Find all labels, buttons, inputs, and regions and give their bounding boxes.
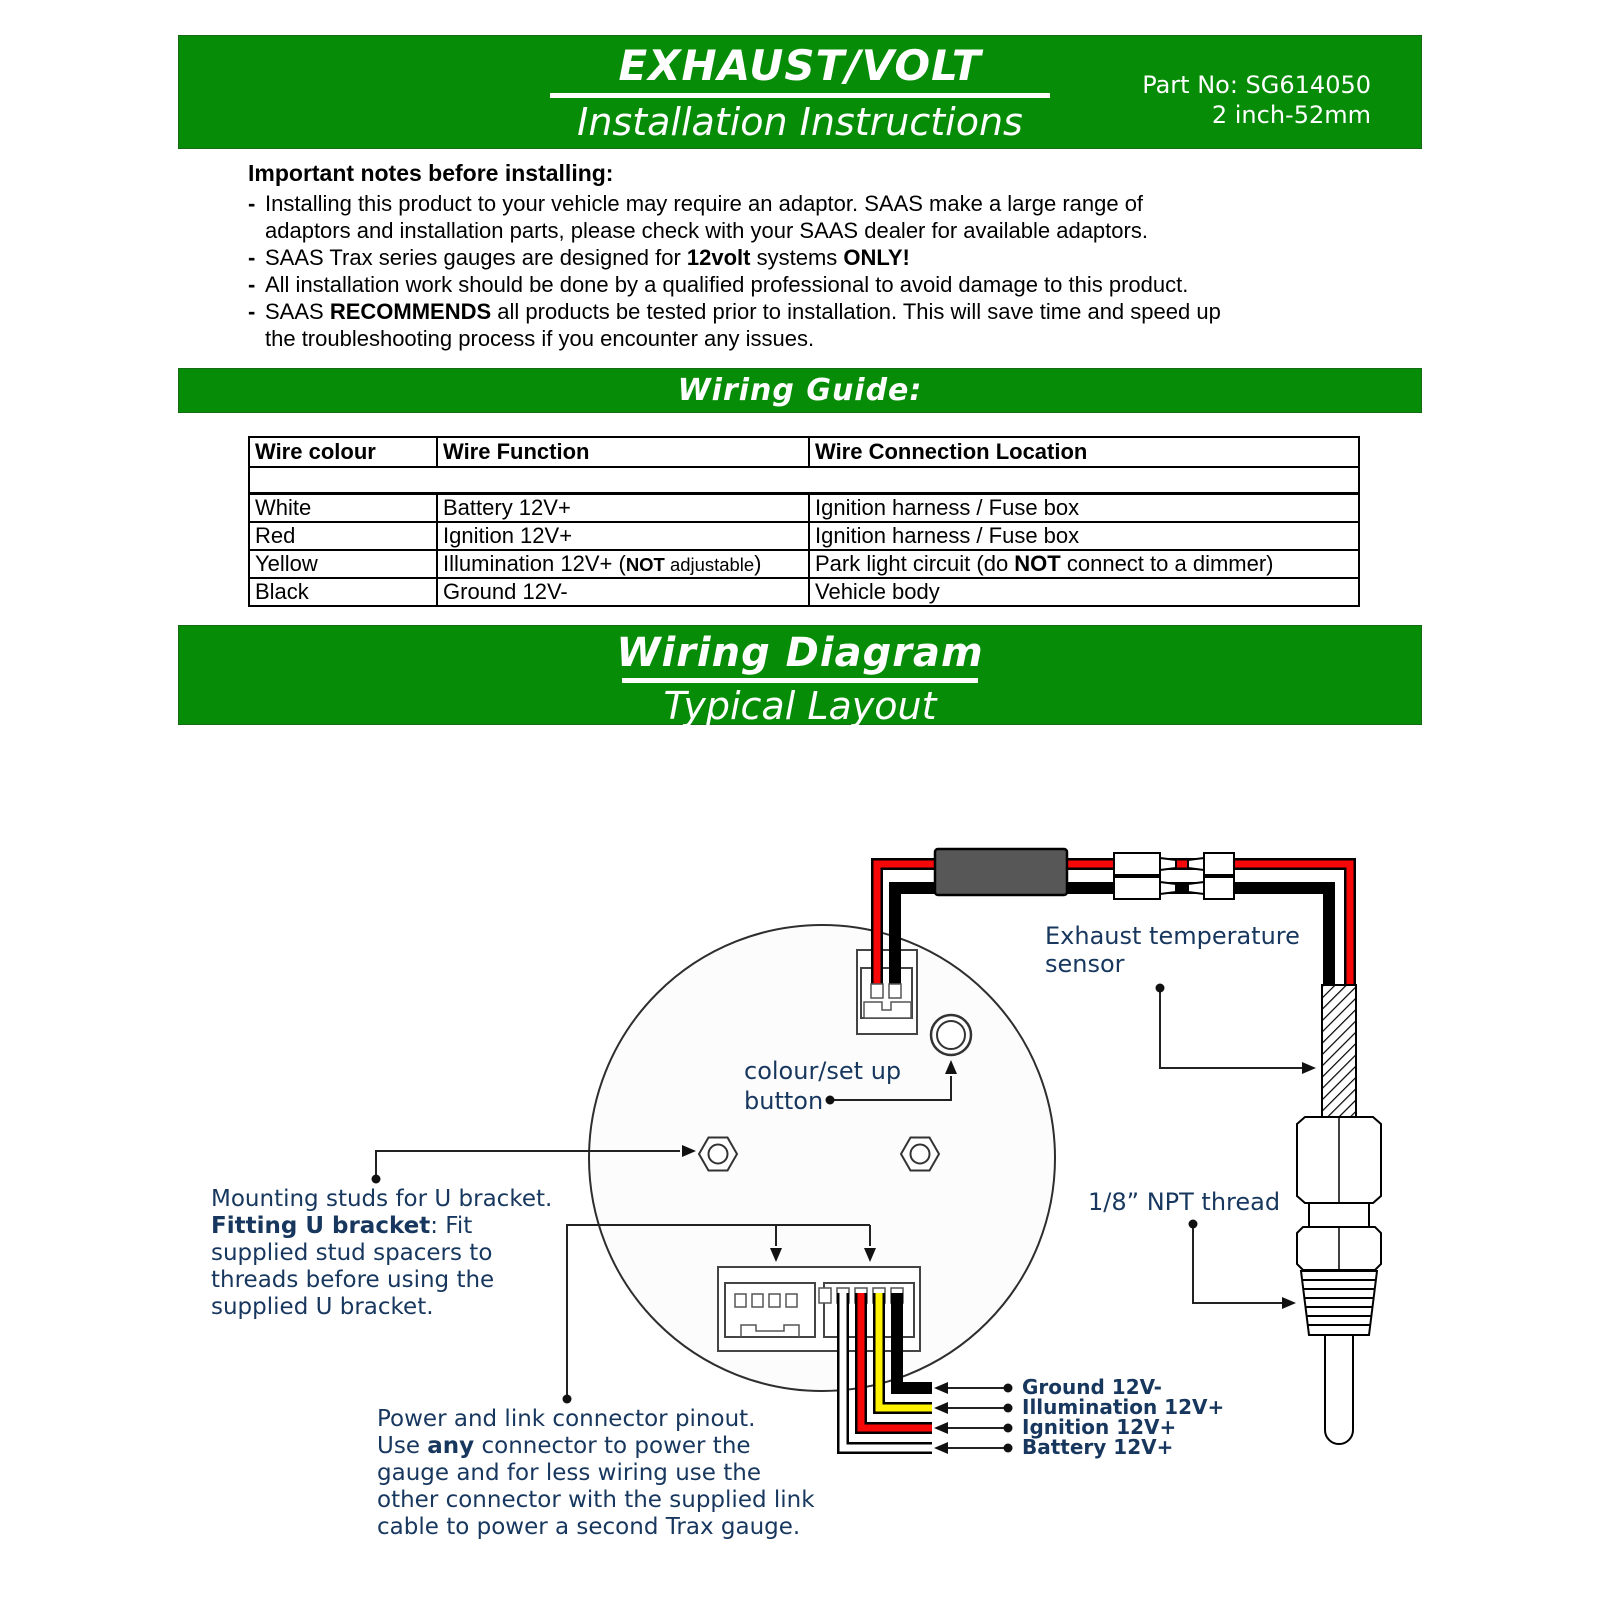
power-connector-note: Power and link connector pinout. Use any connector to power the gauge and for less wiring use the other connector with the supplied link cable to power a second Trax gauge. xyxy=(377,1406,815,1540)
inline-connector-sleeve xyxy=(935,849,1067,895)
sensor-sleeve xyxy=(1322,985,1356,1117)
wire-label-ground: Ground 12V- xyxy=(1022,1375,1162,1399)
npt-thread-label: 1/8” NPT thread xyxy=(1088,1188,1281,1216)
mounting-studs-note: Mounting studs for U bracket. Fitting U bracket: Fit supplied stud spacers to threads before using the supplied U bracket. xyxy=(211,1186,553,1320)
setup-button-icon xyxy=(931,1015,971,1055)
wiring-diagram-title: Wiring Diagram xyxy=(616,630,984,676)
table-row: Yellow Illumination 12V+ (NOT adjustable) Park light circuit (do NOT connect to a dimmer) xyxy=(249,550,1359,578)
wire-label-ignition: Ignition 12V+ xyxy=(1022,1415,1177,1439)
npt-threads xyxy=(1301,1271,1377,1335)
col-header-wire-function: Wire Function xyxy=(437,437,809,467)
col-header-wire-connection: Wire Connection Location xyxy=(809,437,1359,467)
wiring-diagram-subtitle: Typical Layout xyxy=(663,684,937,728)
wire-label-battery: Battery 12V+ xyxy=(1022,1435,1174,1459)
note-item: - SAAS Trax series gauges are designed for 12volt systems ONLY! xyxy=(248,245,910,270)
wiring-guide-title: Wiring Guide: xyxy=(677,373,923,408)
wire-label-illumination: Illumination 12V+ xyxy=(1022,1395,1225,1419)
mounting-stud-left xyxy=(699,1138,737,1171)
table-row: Red Ignition 12V+ Ignition harness / Fuse box xyxy=(249,522,1359,550)
leader-exhaust-sensor xyxy=(1160,988,1302,1068)
connector-housing xyxy=(718,1267,920,1351)
exhaust-sensor-label: Exhaust temperature sensor xyxy=(1045,922,1300,978)
sensor-fitting-neck xyxy=(1309,1203,1369,1229)
gauge-size: 2 inch-52mm xyxy=(1211,101,1371,129)
spade-terminals xyxy=(1114,853,1234,899)
note-item: - All installation work should be done by a qualified professional to avoid damage to this product. xyxy=(248,272,1189,297)
page-subtitle: Installation Instructions xyxy=(577,100,1023,144)
mounting-stud-right xyxy=(901,1138,939,1171)
table-row: Black Ground 12V- Vehicle body xyxy=(249,578,1359,606)
sensor-probe xyxy=(1325,1335,1353,1444)
exhaust-temp-sensor xyxy=(1297,985,1381,1444)
col-header-wire-colour: Wire colour xyxy=(249,437,437,467)
setup-button-label: colour/set up button xyxy=(744,1057,902,1115)
table-row: White Battery 12V+ Ignition harness / Fuse box xyxy=(249,494,1359,523)
note-item: - SAAS RECOMMENDS all products be tested prior to installation. This will save time and speed up the troubleshooting process if you encounter any issues. xyxy=(248,299,1221,351)
notes-heading: Important notes before installing: xyxy=(248,160,614,186)
part-number: Part No: SG614050 xyxy=(1142,71,1371,99)
leader-npt-thread xyxy=(1193,1224,1282,1303)
gauge-power-connector-2pin xyxy=(857,950,917,1034)
link-connector xyxy=(725,1283,815,1337)
page-title: EXHAUST/VOLT xyxy=(618,41,982,90)
note-item: - Installing this product to your vehicle may require an adaptor. SAAS make a large range of adaptors and installation parts, please check with your SAAS dealer for available adaptors. xyxy=(248,191,1148,243)
